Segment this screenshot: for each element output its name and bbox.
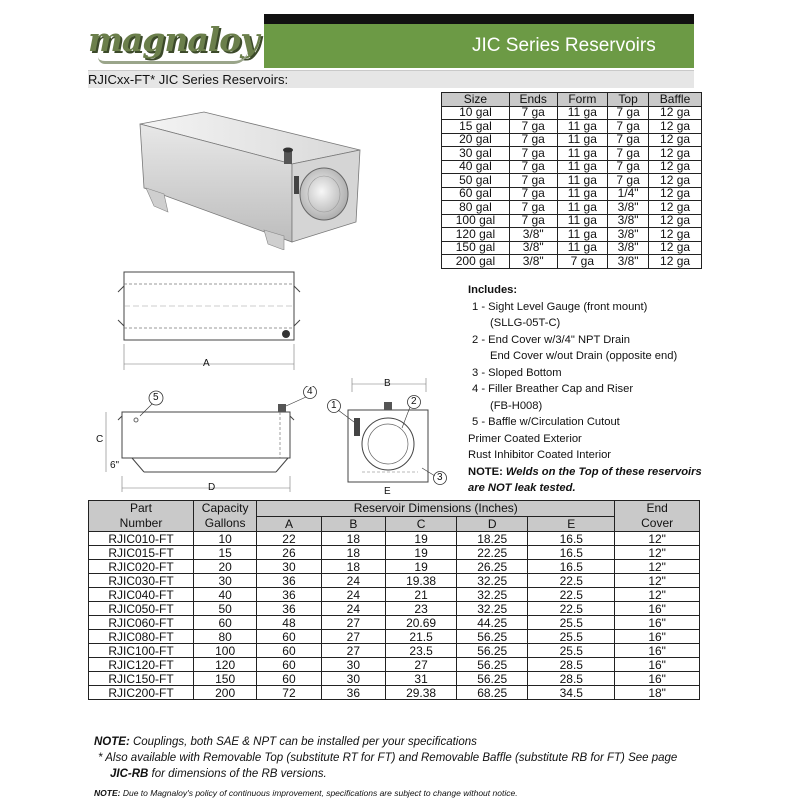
gauge-table-row xyxy=(442,214,702,228)
dim-cell-part-number: RJIC030-FT xyxy=(89,574,194,588)
dim-cell-end-cover: 12" xyxy=(615,532,700,546)
dim-cell-part-number: RJIC120-FT xyxy=(89,658,194,672)
includes-heading: Includes: xyxy=(468,284,518,296)
gauge-table-body xyxy=(442,106,702,268)
dim-cell-part-number: RJIC100-FT xyxy=(89,644,194,658)
dim-cell-dim-d: 56.25 xyxy=(457,644,528,658)
gauge-cell-top: 3/8" xyxy=(608,255,649,269)
gauge-cell-top: 3/8" xyxy=(608,228,649,242)
dim-cell-dim-e: 22.5 xyxy=(528,574,615,588)
dim-header-capacity-line2: Gallons xyxy=(204,516,246,530)
note-removable-cont xyxy=(94,766,724,782)
dim-cell-dim-b: 30 xyxy=(321,658,385,672)
dim-header-c: C xyxy=(386,516,457,532)
page-title-bar xyxy=(264,24,694,68)
dim-cell-dim-e: 28.5 xyxy=(528,658,615,672)
note-couplings-label: NOTE: xyxy=(94,736,130,748)
dim-cell-dim-d: 56.25 xyxy=(457,658,528,672)
dim-cell-dim-c: 19 xyxy=(386,532,457,546)
logo-text: magnaloy xyxy=(88,20,259,59)
callout-1: 1 xyxy=(331,400,337,411)
gauge-table-row xyxy=(442,133,702,147)
gauge-cell-size: 100 gal xyxy=(442,214,510,228)
dim-cell-part-number: RJIC050-FT xyxy=(89,602,194,616)
dim-cell-dim-b: 30 xyxy=(321,672,385,686)
dimension-table-row xyxy=(89,560,700,574)
gauge-cell-baffle: 12 ga xyxy=(649,147,702,161)
gauge-cell-ends: 7 ga xyxy=(509,174,557,188)
dim-cell-end-cover: 12" xyxy=(615,560,700,574)
note-policy xyxy=(94,785,724,800)
reservoir-end-view xyxy=(322,372,452,492)
note-removable-text: * Also available with Removable Top (substitute RT for FT) and Removable Baffle (substitute RB for FT) See page xyxy=(98,752,678,764)
dim-cell-dim-a: 30 xyxy=(257,560,321,574)
dim-cell-dim-c: 29.38 xyxy=(386,686,457,700)
gauge-cell-baffle: 12 ga xyxy=(649,174,702,188)
gauge-table-row xyxy=(442,255,702,269)
dim-cell-dim-e: 16.5 xyxy=(528,546,615,560)
gauge-cell-top: 7 ga xyxy=(608,174,649,188)
dim-cell-dim-d: 18.25 xyxy=(457,532,528,546)
gauge-cell-size: 60 gal xyxy=(442,187,510,201)
gauge-cell-size: 150 gal xyxy=(442,241,510,255)
includes-note xyxy=(468,464,712,496)
dim-header-group: Reservoir Dimensions (Inches) xyxy=(257,501,615,517)
gauge-cell-top: 3/8" xyxy=(608,241,649,255)
gauge-cell-form: 11 ga xyxy=(557,228,608,242)
gauge-cell-baffle: 12 ga xyxy=(649,255,702,269)
note-policy-text: Due to Magnaloy's policy of continuous improvement, specifications are subject to change without notice. xyxy=(122,788,518,798)
gauge-header-ends: Ends xyxy=(509,93,557,107)
dim-cell-capacity: 80 xyxy=(194,630,257,644)
includes-note-label: NOTE: xyxy=(468,465,503,478)
dim-cell-part-number: RJIC080-FT xyxy=(89,630,194,644)
includes-item-1-part: (SLLG-05T-C) xyxy=(490,317,561,329)
gauge-cell-size: 50 gal xyxy=(442,174,510,188)
includes-item-3: 3 - Sloped Bottom xyxy=(472,366,562,379)
gauge-cell-size: 200 gal xyxy=(442,255,510,269)
dim-cell-dim-c: 19 xyxy=(386,560,457,574)
logo-swoosh xyxy=(98,50,248,64)
includes-item-1: 1 - Sight Level Gauge (front mount) xyxy=(472,300,648,313)
callout-2: 2 xyxy=(411,396,417,407)
dim-header-end-line2: Cover xyxy=(641,516,674,530)
dim-cell-end-cover: 16" xyxy=(615,602,700,616)
gauge-cell-form: 7 ga xyxy=(557,255,608,269)
reservoir-3d-illustration xyxy=(134,110,364,250)
dim-cell-dim-b: 24 xyxy=(321,574,385,588)
gauge-cell-form: 11 ga xyxy=(557,241,608,255)
dim-cell-dim-a: 22 xyxy=(257,532,321,546)
gauge-cell-ends: 7 ga xyxy=(509,106,557,120)
gauge-table-row xyxy=(442,120,702,134)
dim-cell-dim-e: 34.5 xyxy=(528,686,615,700)
dimension-table-row xyxy=(89,630,700,644)
gauge-cell-ends: 7 ga xyxy=(509,214,557,228)
includes-item-2-detail: End Cover w/out Drain (opposite end) xyxy=(490,350,678,362)
gauge-cell-ends: 7 ga xyxy=(509,201,557,215)
dim-cell-capacity: 200 xyxy=(194,686,257,700)
gauge-table-row xyxy=(442,106,702,120)
gauge-cell-size: 15 gal xyxy=(442,120,510,134)
dimension-table-row xyxy=(89,588,700,602)
includes-item-5: 5 - Baffle w/Circulation Cutout xyxy=(472,416,620,428)
dim-header-d: D xyxy=(457,516,528,532)
dim-cell-capacity: 30 xyxy=(194,574,257,588)
gauge-cell-baffle: 12 ga xyxy=(649,241,702,255)
gauge-header-size: Size xyxy=(442,93,510,107)
gauge-cell-ends: 7 ga xyxy=(509,133,557,147)
dim-cell-dim-a: 36 xyxy=(257,574,321,588)
dim-label-d: D xyxy=(208,482,216,493)
dim-cell-dim-e: 25.5 xyxy=(528,616,615,630)
gauge-cell-top: 3/8" xyxy=(608,201,649,215)
dim-header-capacity xyxy=(194,501,257,532)
gauge-cell-form: 11 ga xyxy=(557,174,608,188)
callout-5: 5 xyxy=(153,392,159,403)
dim-header-end-line1: End xyxy=(646,501,668,515)
dim-header-a: A xyxy=(257,516,321,532)
dimension-table-row xyxy=(89,658,700,672)
gauge-cell-ends: 3/8" xyxy=(509,228,557,242)
dim-cell-dim-d: 32.25 xyxy=(457,588,528,602)
dim-cell-end-cover: 18" xyxy=(615,686,700,700)
note-removable-page: JIC-RB xyxy=(110,768,149,780)
dimension-table-row xyxy=(89,532,700,546)
includes-primer: Primer Coated Exterior xyxy=(468,432,582,445)
gauge-cell-baffle: 12 ga xyxy=(649,214,702,228)
gauge-cell-form: 11 ga xyxy=(557,214,608,228)
dim-header-capacity-line1: Capacity xyxy=(201,501,249,515)
gauge-cell-size: 80 gal xyxy=(442,201,510,215)
page-title: JIC Series Reservoirs xyxy=(472,35,656,56)
dim-header-part-line1: Part xyxy=(130,501,153,515)
gauge-cell-form: 11 ga xyxy=(557,133,608,147)
dim-cell-dim-e: 25.5 xyxy=(528,644,615,658)
dim-cell-dim-a: 60 xyxy=(257,644,321,658)
dim-cell-capacity: 120 xyxy=(194,658,257,672)
dim-cell-dim-b: 18 xyxy=(321,546,385,560)
dimension-table xyxy=(88,500,700,700)
dim-cell-dim-e: 22.5 xyxy=(528,602,615,616)
includes-list xyxy=(468,282,712,496)
reservoir-side-view xyxy=(92,386,318,494)
dim-cell-capacity: 10 xyxy=(194,532,257,546)
gauge-cell-baffle: 12 ga xyxy=(649,228,702,242)
dim-label-e: E xyxy=(384,486,391,497)
dim-cell-capacity: 15 xyxy=(194,546,257,560)
dim-header-end-cover xyxy=(615,501,700,532)
dim-cell-dim-a: 72 xyxy=(257,686,321,700)
dim-cell-dim-c: 31 xyxy=(386,672,457,686)
gauge-cell-form: 11 ga xyxy=(557,201,608,215)
gauge-cell-baffle: 12 ga xyxy=(649,133,702,147)
dim-cell-dim-a: 36 xyxy=(257,602,321,616)
gauge-cell-form: 11 ga xyxy=(557,147,608,161)
dim-cell-end-cover: 12" xyxy=(615,588,700,602)
magnaloy-logo xyxy=(88,20,260,70)
callout-3: 3 xyxy=(437,472,443,483)
gauge-header-baffle: Baffle xyxy=(649,93,702,107)
dim-cell-dim-d: 68.25 xyxy=(457,686,528,700)
dim-label-a: A xyxy=(203,358,210,369)
dim-cell-dim-b: 27 xyxy=(321,630,385,644)
dim-cell-dim-c: 20.69 xyxy=(386,616,457,630)
dimension-table-row xyxy=(89,672,700,686)
note-couplings-text: Couplings, both SAE & NPT can be installed per your specifications xyxy=(132,736,477,748)
dim-cell-capacity: 40 xyxy=(194,588,257,602)
gauge-cell-top: 3/8" xyxy=(608,214,649,228)
gauge-table-row xyxy=(442,174,702,188)
gauge-cell-form: 11 ga xyxy=(557,120,608,134)
dim-cell-dim-c: 23.5 xyxy=(386,644,457,658)
dim-cell-dim-c: 21.5 xyxy=(386,630,457,644)
dim-header-part-line2: Number xyxy=(119,516,163,530)
footer-notes xyxy=(94,734,724,800)
gauge-cell-baffle: 12 ga xyxy=(649,187,702,201)
gauge-table-row xyxy=(442,160,702,174)
gauge-cell-form: 11 ga xyxy=(557,160,608,174)
gauge-header-top: Top xyxy=(608,93,649,107)
gauge-cell-size: 120 gal xyxy=(442,228,510,242)
includes-item-2: 2 - End Cover w/3/4" NPT Drain xyxy=(472,333,630,346)
dim-cell-dim-d: 32.25 xyxy=(457,602,528,616)
dim-cell-dim-a: 60 xyxy=(257,658,321,672)
dim-cell-dim-c: 27 xyxy=(386,658,457,672)
dim-cell-end-cover: 12" xyxy=(615,546,700,560)
dim-cell-end-cover: 12" xyxy=(615,574,700,588)
dim-cell-capacity: 100 xyxy=(194,644,257,658)
dim-cell-dim-c: 23 xyxy=(386,602,457,616)
dim-cell-part-number: RJIC040-FT xyxy=(89,588,194,602)
dimension-table-row xyxy=(89,574,700,588)
dim-cell-part-number: RJIC060-FT xyxy=(89,616,194,630)
dimension-table-row xyxy=(89,644,700,658)
dim-cell-part-number: RJIC010-FT xyxy=(89,532,194,546)
gauge-cell-size: 30 gal xyxy=(442,147,510,161)
dim-cell-dim-a: 60 xyxy=(257,672,321,686)
note-policy-label: NOTE: xyxy=(94,788,121,798)
dim-cell-dim-d: 32.25 xyxy=(457,574,528,588)
dim-cell-end-cover: 16" xyxy=(615,644,700,658)
dim-cell-dim-a: 60 xyxy=(257,630,321,644)
gauge-cell-baffle: 12 ga xyxy=(649,106,702,120)
dim-cell-dim-c: 19.38 xyxy=(386,574,457,588)
gauge-cell-size: 40 gal xyxy=(442,160,510,174)
gauge-table-row xyxy=(442,187,702,201)
dim-cell-dim-e: 16.5 xyxy=(528,560,615,574)
note-removable xyxy=(94,750,724,766)
dim-header-b: B xyxy=(321,516,385,532)
dimension-table-row xyxy=(89,686,700,700)
gauge-cell-ends: 7 ga xyxy=(509,120,557,134)
dim-label-c: C xyxy=(96,434,104,445)
gauge-header-form: Form xyxy=(557,93,608,107)
includes-rust-inhibitor: Rust Inhibitor Coated Interior xyxy=(468,449,612,461)
dim-table-header-row-1 xyxy=(89,501,700,517)
gauge-cell-top: 7 ga xyxy=(608,120,649,134)
dim-cell-dim-e: 28.5 xyxy=(528,672,615,686)
gauge-cell-ends: 7 ga xyxy=(509,160,557,174)
dim-header-e: E xyxy=(528,516,615,532)
gauge-cell-baffle: 12 ga xyxy=(649,120,702,134)
dim-cell-part-number: RJIC015-FT xyxy=(89,546,194,560)
dim-cell-dim-b: 18 xyxy=(321,560,385,574)
dim-cell-dim-e: 16.5 xyxy=(528,532,615,546)
includes-item-4-part: (FB-H008) xyxy=(490,399,543,412)
dim-cell-capacity: 50 xyxy=(194,602,257,616)
gauge-table xyxy=(441,92,702,269)
dim-cell-dim-b: 18 xyxy=(321,532,385,546)
gauge-cell-top: 7 ga xyxy=(608,160,649,174)
gauge-cell-ends: 7 ga xyxy=(509,187,557,201)
gauge-table-row xyxy=(442,147,702,161)
note-removable-tail: for dimensions of the RB versions. xyxy=(151,768,327,780)
gauge-cell-ends: 7 ga xyxy=(509,147,557,161)
gauge-table-row xyxy=(442,228,702,242)
dim-cell-dim-b: 24 xyxy=(321,588,385,602)
gauge-table-header-row xyxy=(442,93,702,107)
gauge-cell-form: 11 ga xyxy=(557,187,608,201)
note-couplings xyxy=(94,734,724,750)
dimension-table-row xyxy=(89,602,700,616)
dimension-table-row xyxy=(89,546,700,560)
gauge-table-row xyxy=(442,201,702,215)
dim-label-b: B xyxy=(384,378,391,389)
dim-header-part xyxy=(89,501,194,532)
gauge-cell-baffle: 12 ga xyxy=(649,201,702,215)
dim-cell-dim-b: 27 xyxy=(321,644,385,658)
dim-cell-dim-d: 56.25 xyxy=(457,672,528,686)
section-subtitle-bar xyxy=(88,70,694,88)
gauge-cell-size: 10 gal xyxy=(442,106,510,120)
dim-cell-dim-b: 24 xyxy=(321,602,385,616)
dim-cell-dim-e: 22.5 xyxy=(528,588,615,602)
dim-cell-capacity: 60 xyxy=(194,616,257,630)
dim-cell-dim-b: 27 xyxy=(321,616,385,630)
dim-cell-dim-d: 56.25 xyxy=(457,630,528,644)
includes-item-4: 4 - Filler Breather Cap and Riser xyxy=(472,383,634,395)
dim-label-6: 6" xyxy=(110,460,120,471)
includes-note-text: Welds on the Top of these reservoirs are NOT leak tested. xyxy=(468,465,702,494)
dim-cell-capacity: 150 xyxy=(194,672,257,686)
gauge-cell-top: 7 ga xyxy=(608,106,649,120)
dim-cell-dim-d: 22.25 xyxy=(457,546,528,560)
dim-cell-dim-a: 26 xyxy=(257,546,321,560)
dim-cell-dim-a: 48 xyxy=(257,616,321,630)
dim-cell-end-cover: 16" xyxy=(615,658,700,672)
dim-cell-part-number: RJIC020-FT xyxy=(89,560,194,574)
dim-cell-dim-d: 26.25 xyxy=(457,560,528,574)
gauge-cell-size: 20 gal xyxy=(442,133,510,147)
dim-cell-end-cover: 16" xyxy=(615,630,700,644)
dim-cell-part-number: RJIC150-FT xyxy=(89,672,194,686)
gauge-cell-top: 7 ga xyxy=(608,133,649,147)
gauge-cell-baffle: 12 ga xyxy=(649,160,702,174)
dim-cell-dim-a: 36 xyxy=(257,588,321,602)
gauge-cell-form: 11 ga xyxy=(557,106,608,120)
dim-cell-dim-c: 21 xyxy=(386,588,457,602)
dim-cell-end-cover: 16" xyxy=(615,672,700,686)
dim-cell-end-cover: 16" xyxy=(615,616,700,630)
dim-cell-capacity: 20 xyxy=(194,560,257,574)
dim-cell-dim-b: 36 xyxy=(321,686,385,700)
dimension-table-body xyxy=(89,532,700,700)
dim-cell-dim-c: 19 xyxy=(386,546,457,560)
dim-cell-dim-d: 44.25 xyxy=(457,616,528,630)
gauge-cell-top: 1/4" xyxy=(608,187,649,201)
header-top-bar xyxy=(264,14,694,24)
gauge-table-row xyxy=(442,241,702,255)
dim-cell-part-number: RJIC200-FT xyxy=(89,686,194,700)
section-subtitle: RJICxx-FT* JIC Series Reservoirs: xyxy=(88,72,289,87)
gauge-cell-top: 7 ga xyxy=(608,147,649,161)
callout-4: 4 xyxy=(307,386,313,397)
dim-cell-dim-e: 25.5 xyxy=(528,630,615,644)
dimension-table-row xyxy=(89,616,700,630)
gauge-cell-ends: 3/8" xyxy=(509,255,557,269)
gauge-cell-ends: 3/8" xyxy=(509,241,557,255)
